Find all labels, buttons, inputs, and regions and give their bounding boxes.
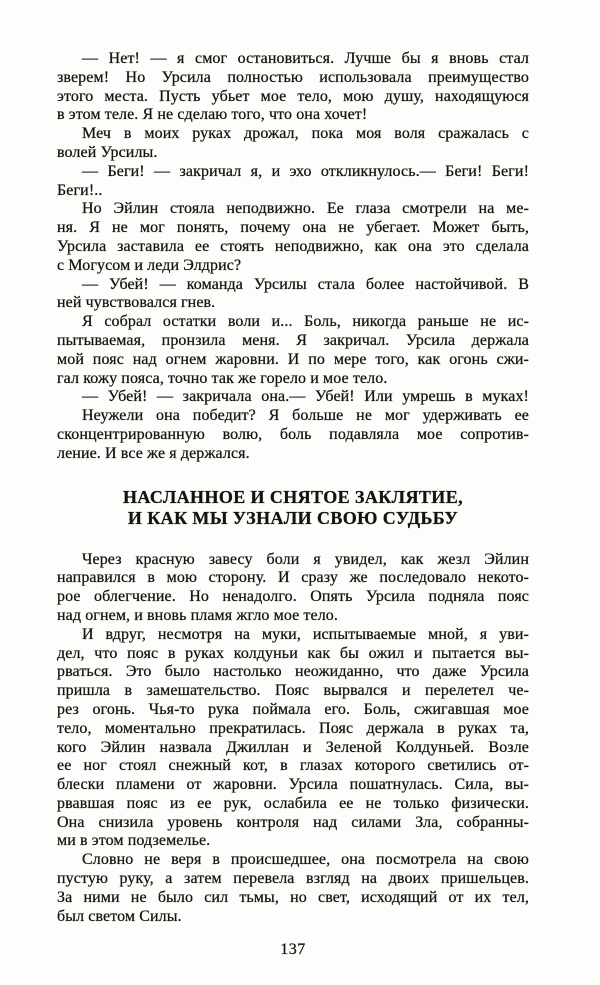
paragraph	[57, 407, 529, 463]
text-line: пришла в замешательство. Пояс вырвался и перелетел че-	[57, 682, 529, 700]
text-line: Урсила заставила ее стоять неподвижно, как она это сделала	[57, 237, 529, 255]
paragraph	[57, 50, 529, 125]
text-line: — Беги! — закричал я, и эхо откликнулось.— Беги! Беги!	[82, 162, 529, 180]
text-line: рое облегчение. Но ненадолго. Опять Урсила подняла пояс	[57, 588, 529, 606]
text-line: Она снизила уровень контроля над силами Зла, собранны-	[57, 813, 529, 831]
text-line: направился в мою сторону. И сразу же последовало некото-	[57, 569, 529, 587]
text-line: — Убей! — закричала она.— Убей! Или умрешь в муках!	[82, 388, 529, 406]
text-line: блески пламени от жаровни. Урсила пошатнулась. Сила, вы-	[57, 776, 529, 794]
text-line: ми в этом подземелье.	[57, 832, 211, 850]
paragraph	[57, 388, 529, 407]
text-line: ление. И все же я держался.	[57, 444, 250, 462]
text-line: И вдруг, несмотря на муки, испытываемые мной, я уви-	[82, 625, 529, 643]
text-line: ней чувствовался гнев.	[57, 294, 216, 312]
paragraph	[57, 313, 529, 388]
paragraph	[57, 163, 529, 201]
text-line: зверем! Но Урсила полностью использовала преимущество	[57, 68, 529, 86]
text-line: Меч в моих руках дрожал, пока моя воля сражалась с	[82, 125, 529, 143]
text-line: Беги!..	[57, 181, 103, 199]
text-line: мой пояс над огнем жаровни. И по мере того, как огонь сжи-	[57, 350, 529, 368]
text-line: пытываемая, пронзила меня. Я закричал. Урсила держала	[57, 331, 529, 349]
text-line: пустую руку, а затем перевела взгляд на двоих пришельцев.	[57, 870, 529, 888]
chapter-heading-line: НАСЛАННОЕ И СНЯТОЕ ЗАКЛЯТИЕ,	[122, 486, 464, 507]
text-line: кого Эйлин назвала Джиллан и Зеленой Колдуньей. Возле	[57, 738, 529, 756]
text-line: рвавшая пояс из ее рук, ослабила ее не только физически.	[57, 794, 529, 812]
text-line: Неужели она победит? Я больше не мог удерживать ее	[82, 407, 529, 425]
text-line: тело, моментально прекратилась. Пояс держала в руках та,	[57, 719, 529, 737]
paragraph	[57, 125, 529, 163]
text-line: рез огонь. Чья-то рука поймала его. Боль, сжигавшая мое	[57, 700, 529, 718]
text-line: За ними не было сил тьмы, но свет, исходящий от их тел,	[57, 888, 529, 906]
text-line: в этом теле. Я не сделаю того, что она хочет!	[57, 106, 368, 124]
text-line: сконцентрированную волю, боль подавляла мое сопротив-	[57, 425, 529, 443]
text-line: — Нет! — я смог остановиться. Лучше бы я вновь стал	[82, 50, 529, 67]
text-line: Словно не веря в происшедшее, она посмотрела на свою	[82, 851, 529, 869]
chapter-heading-line: И КАК МЫ УЗНАЛИ СВОЮ СУДЬБУ	[127, 508, 459, 529]
text-line: с Могусом и леди Элдрис?	[57, 256, 242, 274]
paragraph	[57, 551, 529, 626]
text-block	[57, 50, 529, 959]
text-line: ня. Я не мог понять, почему она не убегает. Может быть,	[57, 219, 529, 237]
text-line: Я собрал остатки воли и... Боль, никогда раньше не ис-	[82, 313, 529, 331]
text-line: гал кожу пояса, точно так же горело и мое тело.	[57, 369, 388, 387]
text-line: волей Урсилы.	[57, 143, 158, 161]
paragraph	[57, 276, 529, 314]
text-line: — Убей! — команда Урсилы стала более настойчивой. В	[82, 275, 529, 293]
text-line: этого места. Пусть убьет мое тело, мою душу, находящуюся	[57, 87, 529, 105]
chapter-heading	[57, 487, 529, 530]
text-line: ее ног стоял снежный кот, в глазах которого светились от-	[57, 757, 529, 775]
page-number: 137	[280, 941, 306, 959]
text-line: дел, что пояс в руках колдуньи как бы ожил и пытается вы-	[57, 644, 529, 662]
paragraph	[57, 626, 529, 852]
paragraph	[57, 851, 529, 926]
paragraph	[57, 200, 529, 275]
text-line: рваться. Это было настолько неожиданно, что даже Урсила	[57, 663, 529, 681]
text-line: Через красную завесу боли я увидел, как жезл Эйлин	[82, 550, 529, 568]
text-line: Но Эйлин стояла неподвижно. Ее глаза смотрели на ме-	[82, 200, 529, 218]
text-line: был светом Силы.	[57, 907, 182, 925]
text-line: над огнем, и вновь пламя жгло мое тело.	[57, 606, 339, 624]
